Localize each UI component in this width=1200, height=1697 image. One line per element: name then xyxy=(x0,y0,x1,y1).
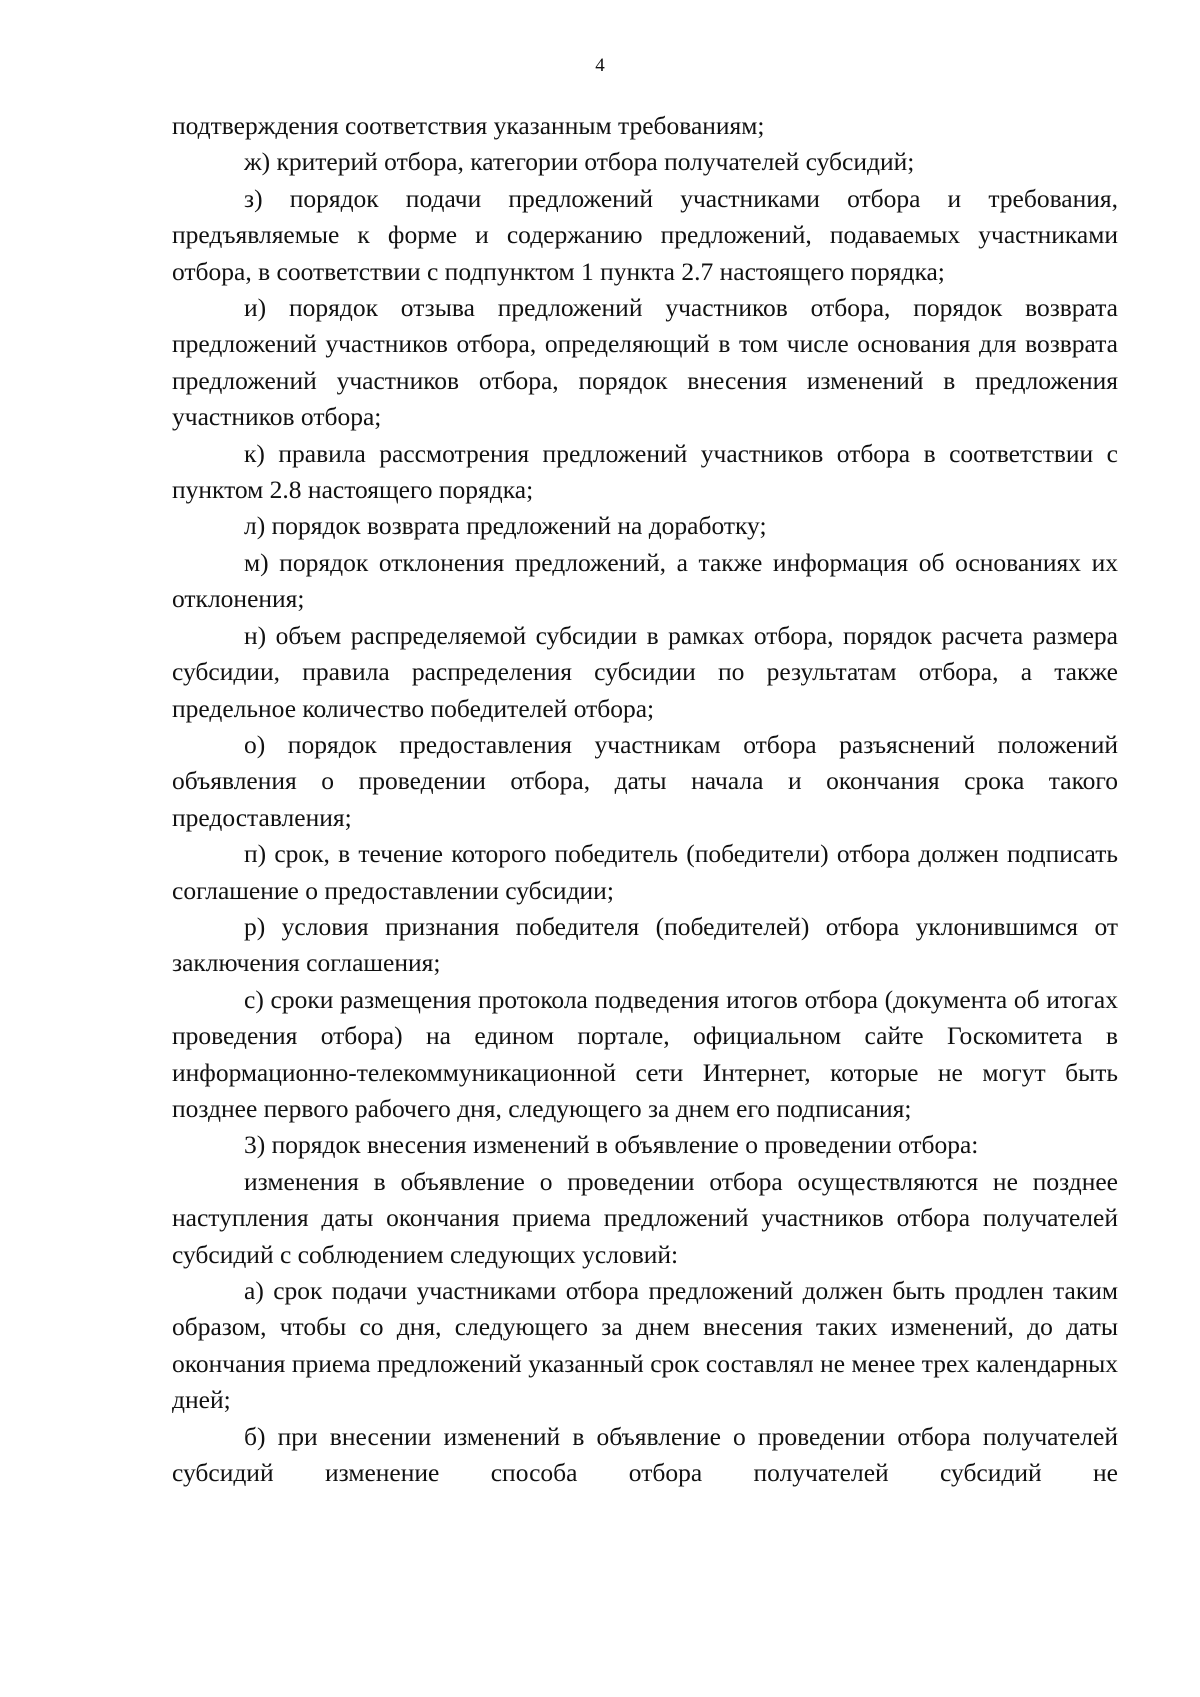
paragraph: п) срок, в течение которого победитель (победители) отбора должен подписать соглашение о предоставлении субсидии; xyxy=(172,839,1118,905)
page-number: 4 xyxy=(595,55,605,76)
paragraph: м) порядок отклонения предложений, а также информация об основаниях их отклонения; xyxy=(172,547,1118,614)
paragraph: 3) порядок внесения изменений в объявление о проведении отбора: xyxy=(244,1130,979,1160)
paragraph: р) условия признания победителя (победителей) отбора уклонившимся от заключения соглашения; xyxy=(172,911,1118,978)
paragraph: б) при внесении изменений в объявление о проведении отбора получателей субсидий изменение способа отбора получателей субсидий не xyxy=(172,1421,1118,1488)
document-body xyxy=(172,108,1118,1491)
paragraph: н) объем распределяемой субсидии в рамках отбора, порядок расчета размера субсидии, правила распределения субсидии по результатам отбора, а также предельное количество победителей отбора; xyxy=(172,620,1118,723)
paragraph: а) срок подачи участниками отбора предложений должен быть продлен таким образом, чтобы со дня, следующего за днем внесения таких изменений, до даты окончания приема предложений указанный срок составлял не менее трех календарных дней; xyxy=(172,1276,1118,1415)
paragraph: о) порядок предоставления участникам отбора разъяснений положений объявления о проведении отбора, даты начала и окончания срока такого предоставления; xyxy=(172,729,1118,832)
paragraph: изменения в объявление о проведении отбора осуществляются не позднее наступления даты окончания приема предложений участников отбора получателей субсидий с соблюдением следующих условий: xyxy=(172,1166,1118,1269)
paragraph: подтверждения соответствия указанным требованиям; xyxy=(172,111,765,140)
paragraph: ж) критерий отбора, категории отбора получателей субсидий; xyxy=(244,147,915,177)
paragraph: и) порядок отзыва предложений участников отбора, порядок возврата предложений участников отбора, определяющий в том числе основания для возврата предложений участников отбора, порядок внесения изменений в предложения участников отбора; xyxy=(172,293,1118,432)
paragraph: з) порядок подачи предложений участниками отбора и требования, предъявляемые к форме и содержанию предложений, подаваемых участниками отбора, в соответствии с подпунктом 1 пункта 2.7 настоящего порядка; xyxy=(172,183,1118,286)
paragraph: с) сроки размещения протокола подведения итогов отбора (документа об итогах проведения отбора) на едином портале, официальном сайте Госкомитета в информационно-телекоммуникационной сети Интернет, которые не могут быть позднее первого рабочего дня, следующего за днем его подписания; xyxy=(172,984,1118,1123)
paragraph: л) порядок возврата предложений на доработку; xyxy=(244,511,767,541)
paragraph: к) правила рассмотрения предложений участников отбора в соответствии с пунктом 2.8 настоящего порядка; xyxy=(172,438,1118,505)
